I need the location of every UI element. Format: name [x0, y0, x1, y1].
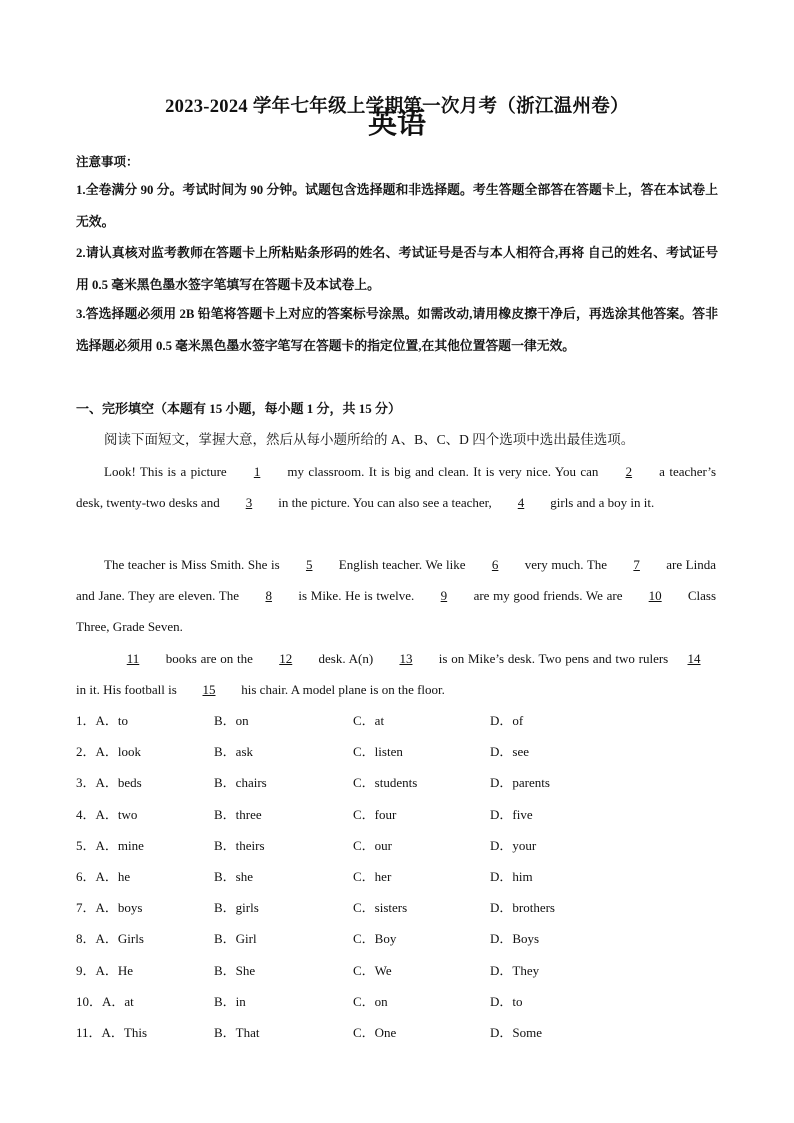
option-a: 7．A．boys [76, 900, 143, 916]
blank-1: 1 [253, 464, 261, 479]
blank-13: 13 [399, 651, 413, 666]
passage-text: are Linda and Jane. They are eleven. The [76, 557, 716, 604]
question-row [76, 767, 716, 798]
option-d: D．parents [490, 775, 550, 791]
option-a: 5．A．mine [76, 837, 144, 853]
option-a: 3．A．beds [76, 775, 142, 791]
passage-text: desk. A(n) [314, 651, 377, 666]
passage-text: girls and a boy in it. [547, 495, 655, 511]
option-b: B．theirs [214, 837, 265, 853]
option-c: C．One [353, 1024, 397, 1040]
question-row [76, 986, 716, 1017]
question-row [76, 736, 716, 767]
question-row [76, 830, 716, 861]
option-d: D．see [490, 744, 529, 760]
passage-text: English teacher. We like [335, 557, 470, 572]
option-c: C．listen [353, 744, 403, 760]
option-c: C．her [353, 868, 392, 884]
option-c: C．Boy [353, 931, 397, 947]
notice-item-2: 2.请认真核对监考教师在答题卡上所粘贴条形码的姓名、考试证号是否与本人相符合,再将 自己的姓名、考试证号用 0.5 毫米黑色墨水签字笔填写在答题卡及本试卷上。 [76, 246, 718, 292]
blank-6: 6 [491, 557, 499, 572]
question-row [76, 705, 716, 736]
option-d: D．him [490, 868, 533, 884]
blank-15: 15 [202, 682, 216, 698]
option-b: B．she [214, 868, 254, 884]
option-b: B．in [214, 993, 246, 1009]
option-b: B．Girl [214, 931, 257, 947]
option-a: 4．A．two [76, 806, 138, 822]
passage-text: Look! This is a picture [104, 464, 232, 479]
option-b: B．chairs [214, 775, 267, 791]
blank-10: 10 [648, 588, 662, 604]
option-b: B．She [214, 962, 256, 978]
notice-item-3: 3.答选择题必须用 2B 铅笔将答题卡上对应的答案标号涂黑。如需改动,请用橡皮擦干净后，再选涂其他答案。答非选择题必须用 0.5 毫米黑色墨水签字笔写在答题卡的指定位置,在其他位置答题一律无效。 [76, 307, 718, 353]
blank-4: 4 [517, 495, 525, 511]
passage-text: The teacher is Miss Smith. She is [104, 557, 284, 572]
blank-11: 11 [126, 651, 140, 666]
passage-text: in it. His football is [76, 682, 180, 698]
option-d: D．brothers [490, 900, 555, 916]
option-b: B．girls [214, 900, 259, 916]
option-b: B．That [214, 1024, 260, 1040]
blank-7: 7 [633, 557, 640, 572]
option-c: C．sisters [353, 900, 408, 916]
option-a: 2．A．look [76, 744, 142, 760]
question-row [76, 955, 716, 986]
passage-text: very much. The [521, 557, 611, 572]
passage-text: a teacher’s desk, twenty-two desks and [76, 464, 717, 511]
option-a: 6．A．he [76, 868, 131, 884]
blank-2: 2 [625, 464, 633, 479]
section-heading: 一、完形填空（本题有 15 小题，每小题 1 分，共 15 分） [76, 401, 402, 416]
passage-text: is on Mike’s desk. Two pens and two rulers [434, 651, 673, 666]
option-c: C．at [353, 713, 385, 728]
option-a: 10．A．at [76, 993, 134, 1009]
passage-paragraph-2 [76, 549, 716, 643]
blank-8: 8 [265, 588, 272, 604]
passage-text: is Mike. He is twelve. [294, 588, 418, 604]
option-d: D．Some [490, 1024, 543, 1040]
question-row [76, 1017, 716, 1048]
option-d: D．to [490, 993, 523, 1009]
option-c: C．our [353, 837, 393, 853]
passage-text: his chair. A model plane is on the floor. [238, 682, 445, 698]
passage-text: my classroom. It is big and clean. It is very nice. You can [283, 464, 603, 479]
option-c: C．students [353, 775, 418, 791]
option-d: D．your [490, 837, 537, 853]
subject-title: 英语 [367, 108, 426, 140]
passage-text: books are on the [162, 651, 257, 666]
exam-title: 2023-2024 学年七年级上学期第一次月考（浙江温州卷） [165, 97, 629, 117]
option-c: C．four [353, 806, 397, 822]
option-b: B．three [214, 806, 262, 822]
option-b: B．ask [214, 744, 254, 760]
option-b: B．on [214, 713, 249, 728]
option-a: 1．A．to [76, 713, 129, 728]
option-a: 11．A．This [76, 1024, 148, 1040]
notice-item-1: 1.全卷满分 90 分。考试时间为 90 分钟。试题包含选择题和非选择题。考生答题全部答在答题卡上，答在本试卷上无效。 [76, 183, 718, 229]
question-row [76, 892, 716, 923]
question-row [76, 861, 716, 892]
passage-text: Class Three, Grade Seven. [76, 588, 717, 635]
option-a: 9．A．He [76, 962, 134, 978]
option-d: D．five [490, 806, 533, 822]
passage-paragraph-3 [76, 643, 716, 705]
blank-3: 3 [245, 495, 253, 511]
blank-12: 12 [279, 651, 293, 666]
option-d: D．They [490, 962, 540, 978]
blank-9: 9 [440, 588, 448, 604]
blank-5: 5 [305, 557, 313, 572]
notice-heading: 注意事项： [76, 155, 139, 169]
passage-text: in the picture. You can also see a teacher, [274, 495, 495, 511]
answer-options [76, 705, 716, 1048]
passage-paragraph-1 [76, 456, 716, 518]
option-d: D．of [490, 713, 524, 728]
option-a: 8．A．Girls [76, 931, 144, 947]
passage-text: are my good friends. We are [469, 588, 627, 604]
option-c: C．on [353, 993, 388, 1009]
option-d: D．Boys [490, 931, 540, 947]
section-instruction: 阅读下面短文，掌握大意，然后从每小题所给的 A、B、C、D 四个选项中选出最佳选项。 [104, 432, 635, 447]
question-row [76, 799, 716, 830]
option-c: C．We [353, 962, 392, 978]
blank-14: 14 [687, 651, 701, 666]
question-row [76, 923, 716, 954]
